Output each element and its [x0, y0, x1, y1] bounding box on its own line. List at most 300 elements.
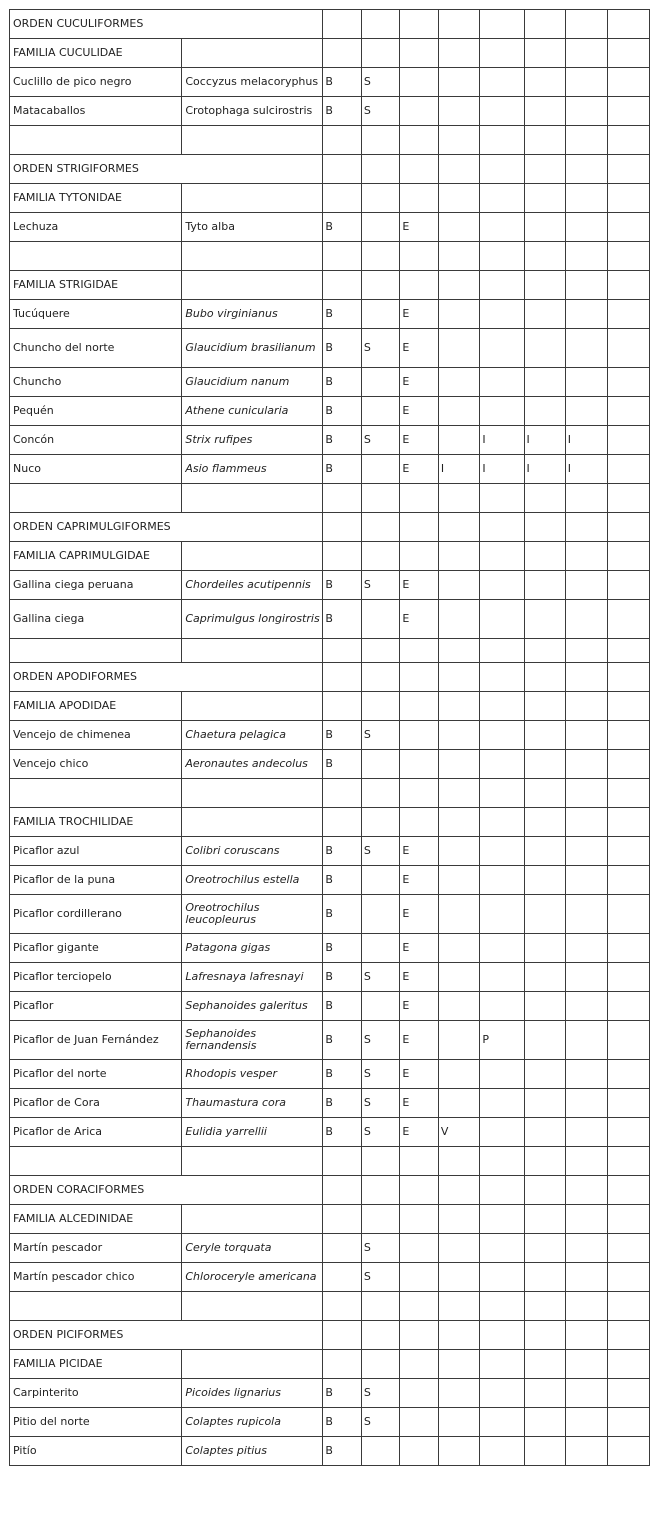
species-row: [10, 837, 650, 866]
empty-cell: [323, 779, 362, 808]
species-table: [9, 9, 650, 1466]
status-code: E: [400, 426, 439, 455]
empty-cell: [400, 1205, 439, 1234]
empty-cell: [607, 39, 649, 68]
empty-cell: [323, 155, 362, 184]
species-row: [10, 992, 650, 1021]
species-row: [10, 300, 650, 329]
status-code: B: [323, 721, 362, 750]
status-code: [361, 992, 400, 1021]
empty-cell: [400, 242, 439, 271]
spacer-row: [10, 126, 650, 155]
empty-cell: [400, 484, 439, 513]
empty-cell: [438, 184, 479, 213]
status-code: [400, 1408, 439, 1437]
empty-cell: [524, 513, 565, 542]
status-code: S: [361, 329, 400, 368]
status-code: S: [361, 1234, 400, 1263]
status-code: [607, 1060, 649, 1089]
status-code: [565, 1263, 607, 1292]
empty-cell: [607, 1292, 649, 1321]
empty-cell: [565, 1176, 607, 1205]
status-code: [524, 1021, 565, 1060]
status-code: [524, 600, 565, 639]
empty-cell: [524, 271, 565, 300]
empty-cell: [361, 1176, 400, 1205]
empty-cell: [524, 1321, 565, 1350]
status-code: [480, 837, 524, 866]
scientific-name: Colaptes pitius: [182, 1437, 323, 1466]
empty-cell: [400, 126, 439, 155]
status-code: [400, 1379, 439, 1408]
empty-cell: [565, 1321, 607, 1350]
scientific-name: Colaptes rupicola: [182, 1408, 323, 1437]
status-code: [607, 600, 649, 639]
common-name: Picaflor del norte: [10, 1060, 182, 1089]
empty-cell: [480, 1350, 524, 1379]
common-name: Picaflor de Juan Fernández: [10, 1021, 182, 1060]
empty-cell: [524, 10, 565, 39]
status-code: E: [400, 963, 439, 992]
status-code: B: [323, 213, 362, 242]
spacer-row: [10, 779, 650, 808]
empty-cell: [524, 663, 565, 692]
status-code: [565, 1021, 607, 1060]
scientific-name: Glaucidium brasilianum: [182, 329, 323, 368]
spacer-row: [10, 484, 650, 513]
status-code: [361, 1437, 400, 1466]
status-code: [438, 866, 479, 895]
status-code: [565, 97, 607, 126]
status-code: [361, 895, 400, 934]
status-code: [607, 750, 649, 779]
empty-cell: [361, 779, 400, 808]
common-name: Concón: [10, 426, 182, 455]
scientific-name: Glaucidium nanum: [182, 368, 323, 397]
status-code: [438, 1263, 479, 1292]
empty-cell: [607, 663, 649, 692]
species-row: [10, 213, 650, 242]
common-name: Chuncho: [10, 368, 182, 397]
empty-cell: [361, 184, 400, 213]
order-row: [10, 155, 650, 184]
empty-cell: [400, 184, 439, 213]
status-code: [400, 750, 439, 779]
status-code: [524, 1060, 565, 1089]
empty-cell: [438, 513, 479, 542]
status-code: E: [400, 866, 439, 895]
empty-cell: [323, 184, 362, 213]
status-code: B: [323, 992, 362, 1021]
status-code: [438, 934, 479, 963]
order-label: ORDEN PICIFORMES: [10, 1321, 323, 1350]
status-code: [480, 1118, 524, 1147]
status-code: [361, 866, 400, 895]
status-code: [438, 600, 479, 639]
status-code: [565, 1379, 607, 1408]
common-name: Vencejo de chimenea: [10, 721, 182, 750]
status-code: [565, 963, 607, 992]
species-row: [10, 571, 650, 600]
status-code: [524, 300, 565, 329]
status-code: S: [361, 721, 400, 750]
species-row: [10, 68, 650, 97]
status-code: [524, 992, 565, 1021]
empty-cell: [565, 779, 607, 808]
empty-cell: [565, 808, 607, 837]
status-code: [480, 721, 524, 750]
status-code: [438, 329, 479, 368]
status-code: [438, 992, 479, 1021]
empty-cell: [182, 808, 323, 837]
status-code: [524, 1118, 565, 1147]
order-label: ORDEN CAPRIMULGIFORMES: [10, 513, 323, 542]
status-code: E: [400, 895, 439, 934]
scientific-name: Coccyzus melacoryphus: [182, 68, 323, 97]
status-code: [361, 213, 400, 242]
scientific-name: Eulidia yarrellii: [182, 1118, 323, 1147]
status-code: I: [524, 455, 565, 484]
order-row: [10, 10, 650, 39]
status-code: S: [361, 963, 400, 992]
status-code: [480, 750, 524, 779]
empty-cell: [524, 484, 565, 513]
empty-cell: [438, 542, 479, 571]
status-code: B: [323, 895, 362, 934]
family-row: [10, 184, 650, 213]
status-code: [400, 1263, 439, 1292]
scientific-name: Chloroceryle americana: [182, 1263, 323, 1292]
empty-cell: [565, 1350, 607, 1379]
status-code: [400, 97, 439, 126]
empty-cell: [607, 271, 649, 300]
empty-cell: [480, 10, 524, 39]
status-code: [607, 368, 649, 397]
status-code: [524, 837, 565, 866]
status-code: [480, 1089, 524, 1118]
status-code: B: [323, 455, 362, 484]
empty-cell: [524, 242, 565, 271]
empty-cell: [10, 1147, 182, 1176]
scientific-name: Picoides lignarius: [182, 1379, 323, 1408]
common-name: Pitío: [10, 1437, 182, 1466]
empty-cell: [524, 808, 565, 837]
status-code: [480, 213, 524, 242]
empty-cell: [438, 808, 479, 837]
species-row: [10, 329, 650, 368]
empty-cell: [607, 1176, 649, 1205]
status-code: [438, 1060, 479, 1089]
status-code: E: [400, 329, 439, 368]
scientific-name: Colibri coruscans: [182, 837, 323, 866]
status-code: [438, 368, 479, 397]
family-label: FAMILIA CAPRIMULGIDAE: [10, 542, 182, 571]
empty-cell: [607, 484, 649, 513]
status-code: [438, 1089, 479, 1118]
status-code: P: [480, 1021, 524, 1060]
scientific-name: Crotophaga sulcirostris: [182, 97, 323, 126]
empty-cell: [480, 542, 524, 571]
empty-cell: [361, 1147, 400, 1176]
empty-cell: [565, 242, 607, 271]
status-code: [323, 1263, 362, 1292]
family-label: FAMILIA ALCEDINIDAE: [10, 1205, 182, 1234]
status-code: [438, 397, 479, 426]
status-code: B: [323, 1089, 362, 1118]
status-code: [524, 1437, 565, 1466]
empty-cell: [361, 639, 400, 663]
status-code: [565, 300, 607, 329]
status-code: [480, 600, 524, 639]
status-code: E: [400, 213, 439, 242]
scientific-name: Rhodopis vesper: [182, 1060, 323, 1089]
empty-cell: [400, 808, 439, 837]
status-code: [565, 1060, 607, 1089]
status-code: E: [400, 1089, 439, 1118]
status-code: E: [400, 397, 439, 426]
empty-cell: [182, 1292, 323, 1321]
empty-cell: [480, 1321, 524, 1350]
empty-cell: [524, 1176, 565, 1205]
status-code: B: [323, 1021, 362, 1060]
status-code: [480, 963, 524, 992]
empty-cell: [565, 1292, 607, 1321]
status-code: B: [323, 1379, 362, 1408]
status-code: S: [361, 68, 400, 97]
empty-cell: [524, 542, 565, 571]
empty-cell: [480, 184, 524, 213]
common-name: Gallina ciega peruana: [10, 571, 182, 600]
status-code: B: [323, 1118, 362, 1147]
status-code: [524, 97, 565, 126]
empty-cell: [524, 692, 565, 721]
status-code: [565, 213, 607, 242]
status-code: [400, 721, 439, 750]
status-code: [607, 895, 649, 934]
status-code: [438, 1234, 479, 1263]
family-label: FAMILIA PICIDAE: [10, 1350, 182, 1379]
status-code: [480, 300, 524, 329]
empty-cell: [438, 126, 479, 155]
species-row: [10, 1379, 650, 1408]
empty-cell: [565, 1147, 607, 1176]
empty-cell: [438, 155, 479, 184]
status-code: [607, 1021, 649, 1060]
empty-cell: [10, 242, 182, 271]
empty-cell: [361, 1350, 400, 1379]
empty-cell: [361, 271, 400, 300]
status-code: [607, 213, 649, 242]
species-row: [10, 426, 650, 455]
common-name: Matacaballos: [10, 97, 182, 126]
scientific-name: Patagona gigas: [182, 934, 323, 963]
status-code: [565, 368, 607, 397]
empty-cell: [438, 1176, 479, 1205]
status-code: [565, 750, 607, 779]
empty-cell: [480, 1292, 524, 1321]
empty-cell: [438, 779, 479, 808]
empty-cell: [361, 542, 400, 571]
family-row: [10, 39, 650, 68]
status-code: [524, 68, 565, 97]
status-code: [480, 1379, 524, 1408]
species-row: [10, 1060, 650, 1089]
empty-cell: [361, 39, 400, 68]
empty-cell: [182, 779, 323, 808]
scientific-name: Strix rufipes: [182, 426, 323, 455]
order-row: [10, 513, 650, 542]
empty-cell: [361, 155, 400, 184]
family-label: FAMILIA APODIDAE: [10, 692, 182, 721]
status-code: [480, 895, 524, 934]
empty-cell: [607, 542, 649, 571]
empty-cell: [361, 1292, 400, 1321]
empty-cell: [480, 155, 524, 184]
empty-cell: [400, 1350, 439, 1379]
empty-cell: [323, 39, 362, 68]
empty-cell: [480, 1147, 524, 1176]
empty-cell: [607, 126, 649, 155]
status-code: [438, 300, 479, 329]
empty-cell: [400, 663, 439, 692]
status-code: E: [400, 1021, 439, 1060]
empty-cell: [438, 1321, 479, 1350]
empty-cell: [182, 1205, 323, 1234]
status-code: [524, 1089, 565, 1118]
status-code: [607, 426, 649, 455]
empty-cell: [524, 184, 565, 213]
status-code: [524, 750, 565, 779]
empty-cell: [361, 126, 400, 155]
common-name: Picaflor de Arica: [10, 1118, 182, 1147]
status-code: [607, 1408, 649, 1437]
empty-cell: [400, 1176, 439, 1205]
status-code: E: [400, 934, 439, 963]
empty-cell: [182, 542, 323, 571]
empty-cell: [565, 484, 607, 513]
species-row: [10, 455, 650, 484]
scientific-name: Thaumastura cora: [182, 1089, 323, 1118]
status-code: [524, 934, 565, 963]
status-code: [438, 68, 479, 97]
status-code: [565, 721, 607, 750]
status-code: S: [361, 1089, 400, 1118]
empty-cell: [565, 639, 607, 663]
empty-cell: [480, 1205, 524, 1234]
status-code: [565, 600, 607, 639]
empty-cell: [438, 10, 479, 39]
status-code: I: [524, 426, 565, 455]
status-code: [524, 1234, 565, 1263]
empty-cell: [361, 808, 400, 837]
family-row: [10, 542, 650, 571]
empty-cell: [400, 155, 439, 184]
status-code: [400, 68, 439, 97]
empty-cell: [524, 155, 565, 184]
empty-cell: [480, 39, 524, 68]
empty-cell: [361, 1321, 400, 1350]
species-row: [10, 1437, 650, 1466]
empty-cell: [361, 242, 400, 271]
empty-cell: [400, 39, 439, 68]
species-row: [10, 397, 650, 426]
status-code: [480, 1263, 524, 1292]
empty-cell: [438, 1350, 479, 1379]
empty-cell: [400, 10, 439, 39]
common-name: Pequén: [10, 397, 182, 426]
empty-cell: [607, 779, 649, 808]
common-name: Pitio del norte: [10, 1408, 182, 1437]
order-row: [10, 1176, 650, 1205]
empty-cell: [182, 271, 323, 300]
empty-cell: [480, 639, 524, 663]
status-code: [480, 1437, 524, 1466]
common-name: Vencejo chico: [10, 750, 182, 779]
table-body: [10, 10, 650, 1466]
status-code: [438, 750, 479, 779]
status-code: [480, 934, 524, 963]
empty-cell: [361, 513, 400, 542]
species-row: [10, 97, 650, 126]
status-code: [607, 934, 649, 963]
species-row: [10, 895, 650, 934]
status-code: [323, 1234, 362, 1263]
empty-cell: [480, 242, 524, 271]
empty-cell: [182, 184, 323, 213]
status-code: [438, 571, 479, 600]
species-row: [10, 866, 650, 895]
empty-cell: [438, 639, 479, 663]
empty-cell: [323, 242, 362, 271]
species-row: [10, 750, 650, 779]
scientific-name: Oreotrochilus leucopleurus: [182, 895, 323, 934]
empty-cell: [323, 513, 362, 542]
species-row: [10, 600, 650, 639]
empty-cell: [607, 639, 649, 663]
common-name: Picaflor cordillerano: [10, 895, 182, 934]
status-code: B: [323, 368, 362, 397]
status-code: S: [361, 1408, 400, 1437]
empty-cell: [438, 1292, 479, 1321]
status-code: I: [480, 455, 524, 484]
status-code: [565, 397, 607, 426]
empty-cell: [480, 692, 524, 721]
empty-cell: [480, 779, 524, 808]
empty-cell: [361, 663, 400, 692]
status-code: [565, 895, 607, 934]
scientific-name: Bubo virginianus: [182, 300, 323, 329]
status-code: I: [480, 426, 524, 455]
status-code: [480, 397, 524, 426]
species-row: [10, 1263, 650, 1292]
empty-cell: [524, 639, 565, 663]
empty-cell: [565, 155, 607, 184]
empty-cell: [524, 39, 565, 68]
status-code: [607, 571, 649, 600]
empty-cell: [438, 1205, 479, 1234]
empty-cell: [524, 779, 565, 808]
status-code: [438, 426, 479, 455]
empty-cell: [565, 126, 607, 155]
status-code: [361, 397, 400, 426]
species-row: [10, 721, 650, 750]
status-code: [607, 1234, 649, 1263]
status-code: [565, 1437, 607, 1466]
spacer-row: [10, 1147, 650, 1176]
empty-cell: [400, 692, 439, 721]
empty-cell: [524, 1147, 565, 1176]
status-code: [524, 571, 565, 600]
